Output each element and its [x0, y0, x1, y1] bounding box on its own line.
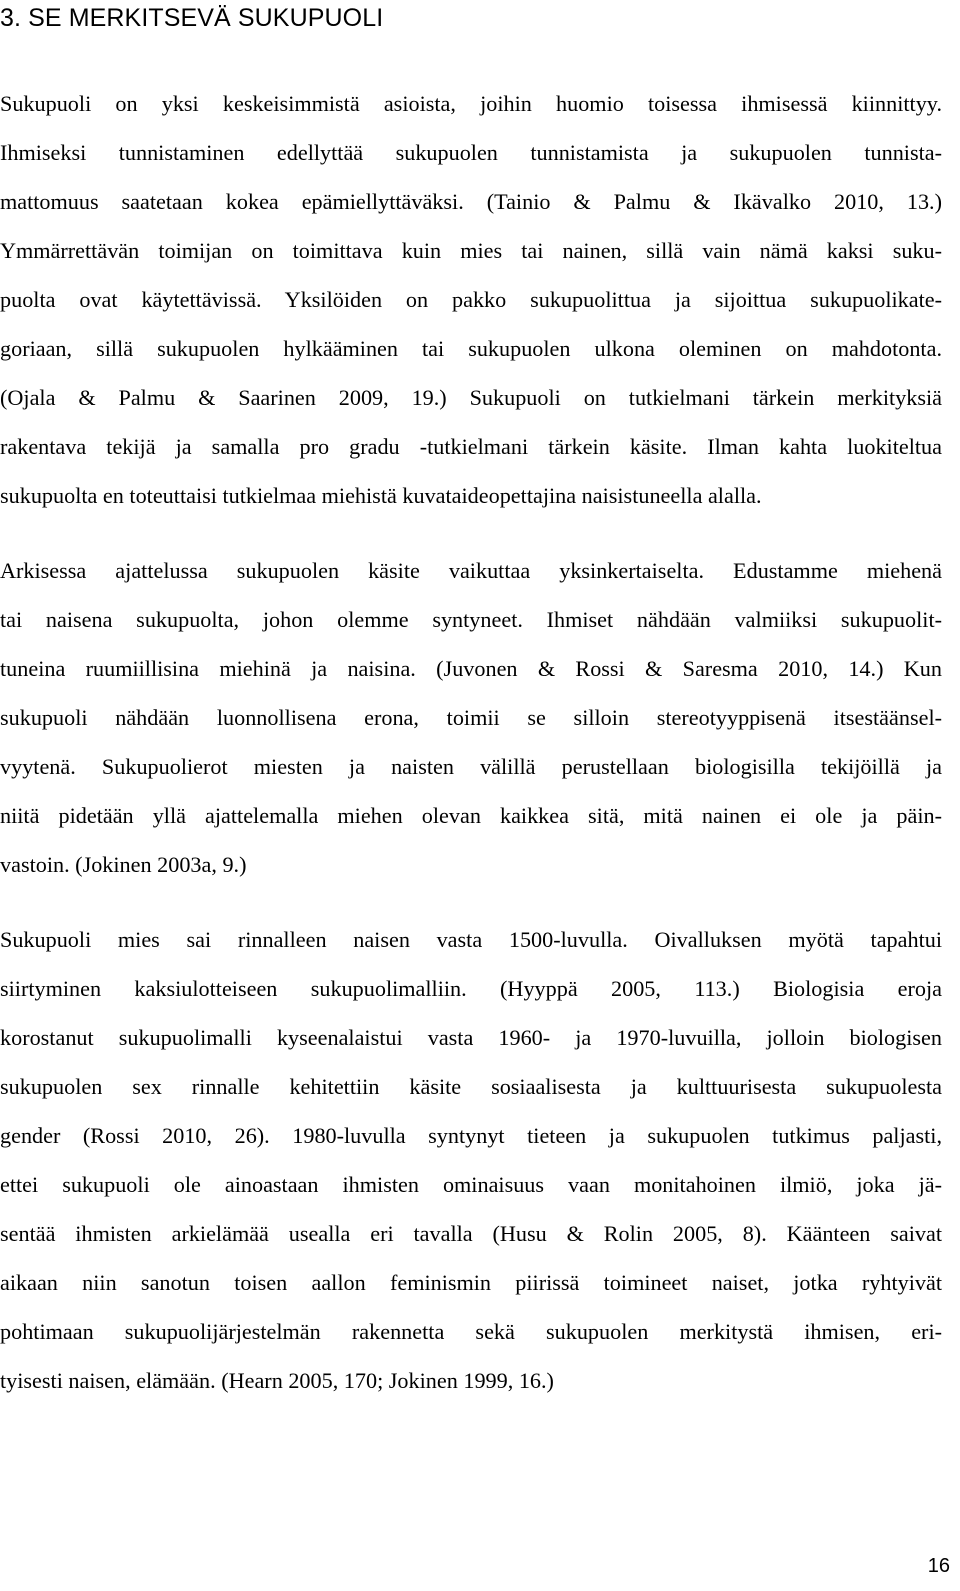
- paragraph-2-line-5: vyytenä. Sukupuolierot miesten ja naisten välillä perustellaan biologisilla tekijöillä ja: [0, 754, 942, 779]
- paragraph-1-line-8: rakentava tekijä ja samalla pro gradu -tutkielmani tärkein käsite. Ilman kahta luokiteltua: [0, 434, 942, 459]
- page-number: 16: [927, 1555, 950, 1577]
- paragraph-3-line-4: sukupuolen sex rinnalle kehitettiin käsite sosiaalisesta ja kulttuurisesta sukupuolesta: [0, 1074, 942, 1099]
- paragraph-1-line-1: Sukupuoli on yksi keskeisimmistä asioista, joihin huomio toisessa ihmisessä kiinnittyy.: [0, 91, 942, 116]
- section-heading: 3. SE MERKITSEVÄ SUKUPUOLI: [0, 4, 384, 32]
- paragraph-3-line-1: Sukupuoli mies sai rinnalleen naisen vasta 1500-luvulla. Oivalluksen myötä tapahtui: [0, 927, 942, 952]
- paragraph-3-line-10: tyisesti naisen, elämään. (Hearn 2005, 170; Jokinen 1999, 16.): [0, 1368, 554, 1393]
- paragraph-3-line-6: ettei sukupuoli ole ainoastaan ihmisten ominaisuus vaan monitahoinen ilmiö, joka jä-: [0, 1172, 942, 1197]
- paragraph-3-line-5: gender (Rossi 2010, 26). 1980-luvulla syntynyt tieteen ja sukupuolen tutkimus paljasti,: [0, 1123, 942, 1148]
- paragraph-3-line-9: pohtimaan sukupuolijärjestelmän rakennetta sekä sukupuolen merkitystä ihmisen, eri-: [0, 1319, 942, 1344]
- paragraph-2-line-7: vastoin. (Jokinen 2003a, 9.): [0, 852, 247, 877]
- paragraph-2-line-3: tuneina ruumiillisina miehinä ja naisina. (Juvonen & Rossi & Saresma 2010, 14.) Kun: [0, 656, 942, 681]
- paragraph-1-line-7: (Ojala & Palmu & Saarinen 2009, 19.) Sukupuoli on tutkielmani tärkein merkityksiä: [0, 385, 942, 410]
- paragraph-2-line-1: Arkisessa ajattelussa sukupuolen käsite vaikuttaa yksinkertaiselta. Edustamme miehenä: [0, 558, 942, 583]
- paragraph-1-line-4: Ymmärrettävän toimijan on toimittava kuin mies tai nainen, sillä vain nämä kaksi suku-: [0, 238, 942, 263]
- paragraph-2-line-4: sukupuoli nähdään luonnollisena erona, toimii se silloin stereotyyppisenä itsestäänsel-: [0, 705, 942, 730]
- paragraph-1-line-9: sukupuolta en toteuttaisi tutkielmaa miehistä kuvataideopettajina naisistuneella alalla.: [0, 483, 762, 508]
- paragraph-2-line-6: niitä pidetään yllä ajattelemalla miehen olevan kaikkea sitä, mitä nainen ei ole ja päin-: [0, 803, 942, 828]
- paragraph-3-line-3: korostanut sukupuolimalli kyseenalaistui vasta 1960- ja 1970-luvuilla, jolloin biologisen: [0, 1025, 942, 1050]
- paragraph-3-line-7: sentää ihmisten arkielämää usealla eri tavalla (Husu & Rolin 2005, 8). Käänteen saivat: [0, 1221, 942, 1246]
- paragraph-1-line-2: Ihmiseksi tunnistaminen edellyttää sukupuolen tunnistamista ja sukupuolen tunnista-: [0, 140, 942, 165]
- paragraph-2-line-2: tai naisena sukupuolta, johon olemme syntyneet. Ihmiset nähdään valmiiksi sukupuolit-: [0, 607, 942, 632]
- paragraph-1-line-5: puolta ovat käytettävissä. Yksilöiden on pakko sukupuolittua ja sijoittua sukupuolikate-: [0, 287, 942, 312]
- paragraph-3-line-8: aikaan niin sanotun toisen aallon feminismin piirissä toimineet naiset, jotka ryhtyivät: [0, 1270, 942, 1295]
- paragraph-3-line-2: siirtyminen kaksiulotteiseen sukupuolimalliin. (Hyyppä 2005, 113.) Biologisia eroja: [0, 976, 942, 1001]
- paragraph-1-line-6: goriaan, sillä sukupuolen hylkääminen tai sukupuolen ulkona oleminen on mahdotonta.: [0, 336, 942, 361]
- paragraph-1-line-3: mattomuus saatetaan kokea epämiellyttäväksi. (Tainio & Palmu & Ikävalko 2010, 13.): [0, 189, 942, 214]
